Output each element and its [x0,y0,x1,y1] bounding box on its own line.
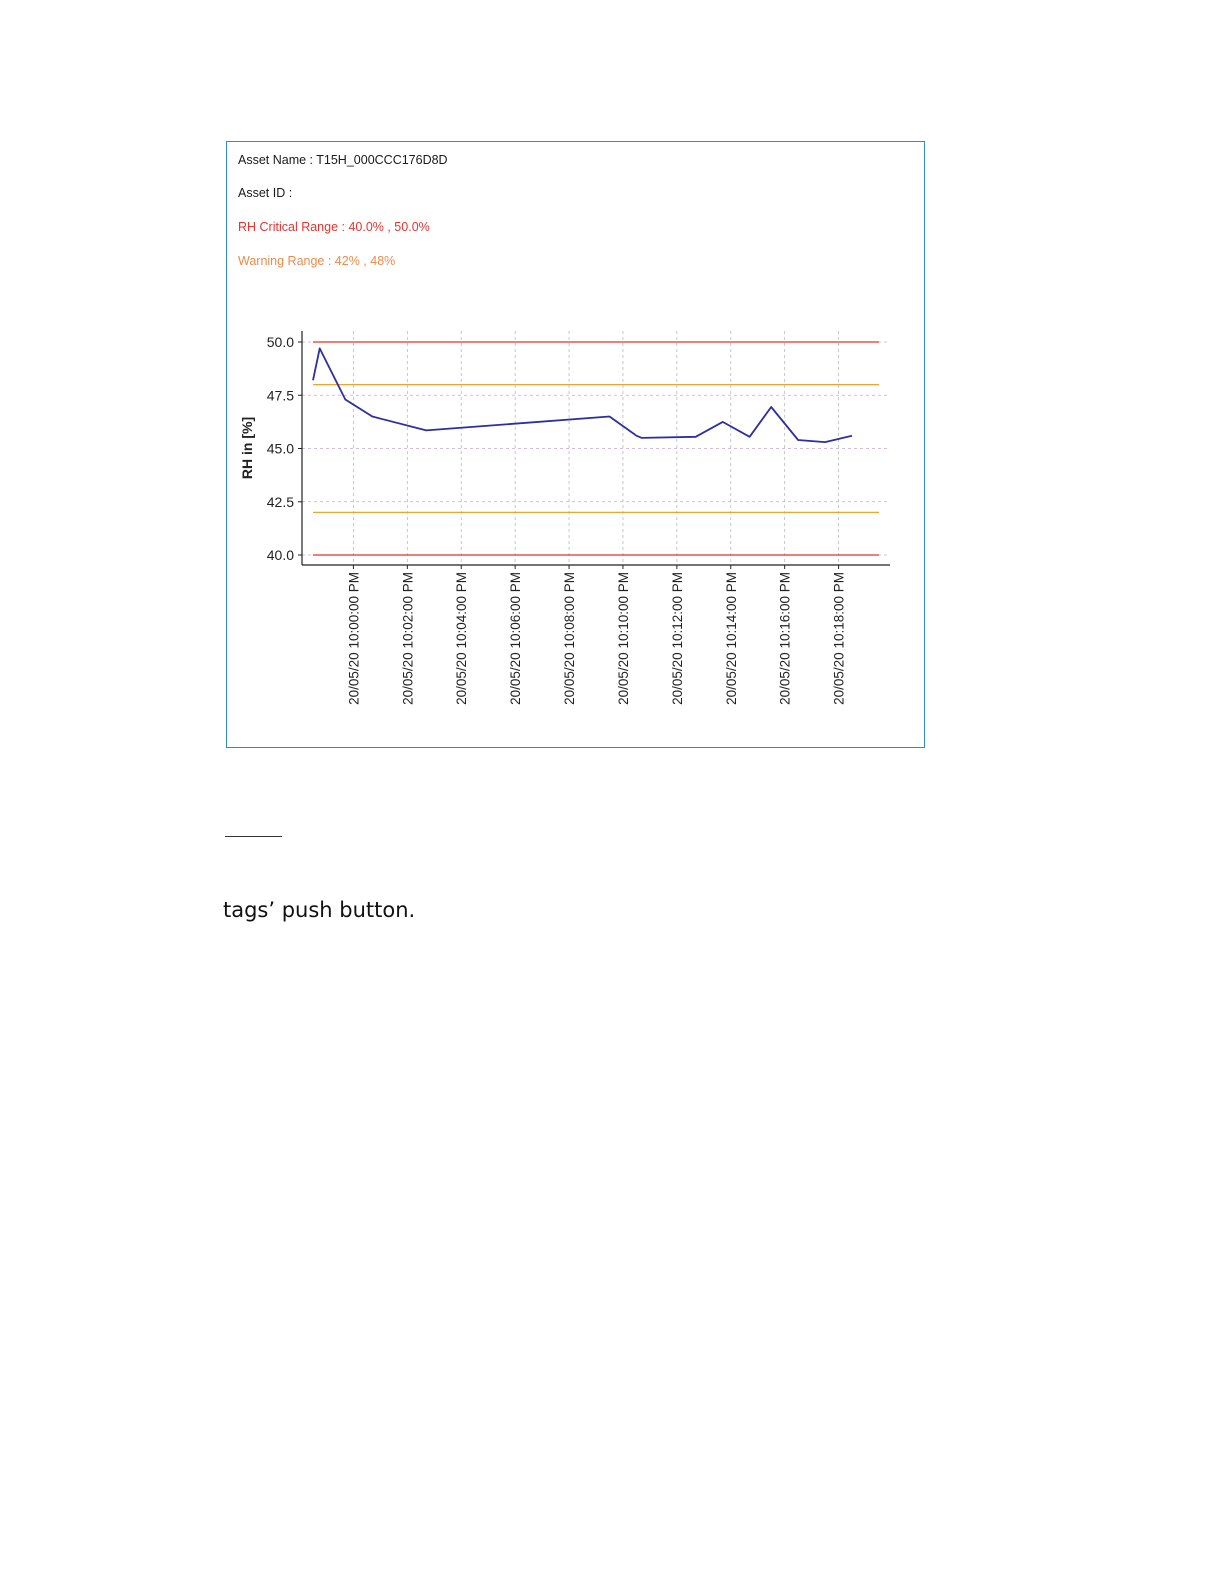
x-tick-label: 20/05/20 10:06:00 PM [508,572,524,705]
warning-range-line: Warning Range : 42% , 48% [238,254,396,268]
x-tick-label: 20/05/20 10:08:00 PM [562,572,578,705]
body-text: tags’ push button. [223,898,416,922]
y-axis-title: RH in [%] [239,416,255,480]
x-tick-label: 20/05/20 10:12:00 PM [669,572,685,705]
x-tick-label: 20/05/20 10:04:00 PM [454,572,470,705]
x-tick-label: 20/05/20 10:02:00 PM [400,572,416,705]
rh-line-chart [227,142,926,749]
asset-id-line: Asset ID : [238,186,293,200]
y-tick-label: 40.0 [266,547,294,563]
x-tick-label: 20/05/20 10:16:00 PM [777,572,793,705]
footnote-rule [225,836,282,837]
x-tick-label: 20/05/20 10:10:00 PM [615,572,631,705]
asset-name-line: Asset Name : T15H_000CCC176D8D [238,153,448,167]
y-tick-label: 42.5 [266,493,294,510]
x-tick-label: 20/05/20 10:00:00 PM [346,572,362,705]
y-tick-label: 50.0 [266,334,294,350]
y-tick-label: 47.5 [266,387,294,404]
asset-report-card [226,141,925,748]
x-tick-label: 20/05/20 10:18:00 PM [831,572,847,705]
x-tick-label: 20/05/20 10:14:00 PM [723,572,739,705]
critical-range-line: RH Critical Range : 40.0% , 50.0% [238,220,430,234]
y-tick-label: 45.0 [266,440,294,457]
